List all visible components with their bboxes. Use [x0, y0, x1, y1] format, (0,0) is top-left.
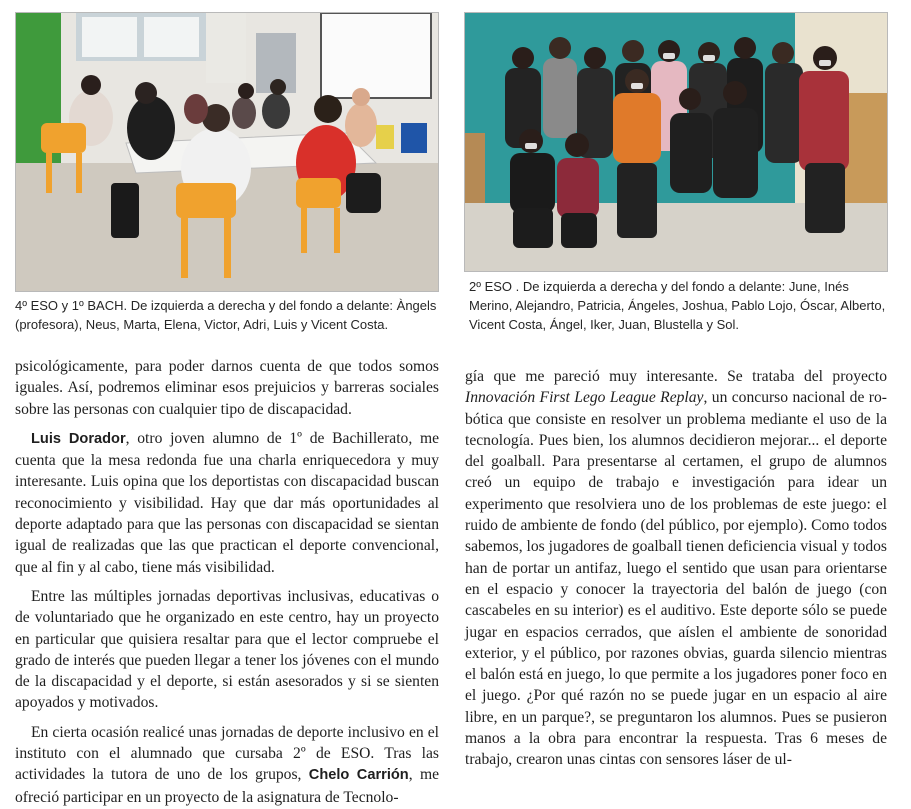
caption-right-photo: 2º ESO . De izquierda a derecha y del fondo a delante: June, Inés Merino, Alejandro, Patricia, Ángeles, Joshua, Pablo Lojo, Óscar, Alberto, Vicent Costa, Ángel, Iker, Juan, Blustella y Sol.	[469, 279, 886, 332]
paragraph-3: Entre las múltiples jornadas deportivas inclusivas, educativas o de voluntariado que he organizado en este centro, hay un proyecto en particular que quisiera resaltar para que el lector compruebe el grado de interés que pueden llegar a tener los jóvenes con el mundo de la discapacidad y el deporte, si están asesorados y si se sienten apoyados y motivados.	[15, 587, 439, 712]
name-chelo-carrion: Chelo Carrión	[308, 767, 409, 784]
paragraph-2-text: , otro joven alumno de 1º de Bachillerato, me cuenta que la mesa redonda fue una charla enriquecedora y muy interesante. Luis opina que los deportistas con discapacidad buscan reconocimiento y visibilidad. Hay que dar más oportunidades al deporte adaptado para que las personas con discapacidad se sientan igual de realizadas que las que practican el deporte convencional, que al fin y al cabo, tiene más visibilidad.	[15, 429, 440, 576]
paragraph-1: psicológicamente, para poder darnos cuenta de que todos somos iguales. Así, podremos eliminar esos prejuicios y barreras sociales sobre las personas con cualquier tipo de discapacidad.	[15, 358, 439, 418]
project-name: Innovación First Lego League Replay	[465, 389, 704, 407]
photo-classroom-roundtable	[15, 12, 439, 292]
classroom-illustration	[16, 13, 438, 291]
paragraph-4-text: En cierta ocasión realicé unas jornadas de deporte inclusivo en el instituto con el alumnado que cursaba 2º de ESO. Tras las actividades la tutora de uno de los grupos,	[15, 723, 439, 784]
paragraph-4-end: , me ofreció participar en un proyecto de la asignatura de Tecnolo-	[15, 766, 439, 806]
paragraph-4	[15, 722, 439, 808]
paragraph-5	[465, 366, 887, 771]
paragraph-2	[15, 428, 439, 578]
name-luis-dorador: Luis Dorador	[31, 430, 126, 447]
article-left-column	[15, 356, 439, 808]
group-illustration	[465, 13, 887, 271]
photo-group-2eso	[464, 12, 888, 272]
article-right-column	[465, 366, 887, 771]
caption-left-photo: 4º ESO y 1º BACH. De izquierda a derecha y del fondo a delante: Àngels (profesora), Neus, Marta, Elena, Victor, Adri, Luis y Vicent Costa.	[15, 298, 437, 332]
paragraph-5-start: gía que me pareció muy interesante. Se trataba del proyecto	[465, 368, 887, 385]
paragraph-5-text: , un concurso nacional de robótica que consiste en resolver un problema mediante el uso de la tecnología. Pues bien, los alumnos decidieron mejorar... el deporte del goalball. Para presentarse al certamen, el grupo de alumnos creó un equipo de trabajo e investigación para idear un experimento que resolviera uno de los problemas de este juego: el ruido de ambiente de fondo (del público, por ejemplo). Como todos sabemos, los jugadores de goalball tienen deficiencia visual y todos han de portar un antifaz, luego el sentido que usan para orientarse en el espacio y conocer la trayectoria del balón de juego (con cascabeles en su interior) es el auditivo. Este deporte sólo se puede jugar en espacios cerrados, que aíslen el ambiente de sonoridad exterior, y el público, por razones obvias, guarda silencio mientras el balón está en juego, lo que permite a los jugadores poner foco en el juego. ¿Por qué razón no se puede jugar en un espacio al aire libre, en un parque?, se preguntaron los alumnos. Pues se pusieron manos a la obra para encontrar la respuesta. Tras 6 meses de trabajo, crearon unas cintas con sensores láser de ul-	[465, 389, 887, 769]
